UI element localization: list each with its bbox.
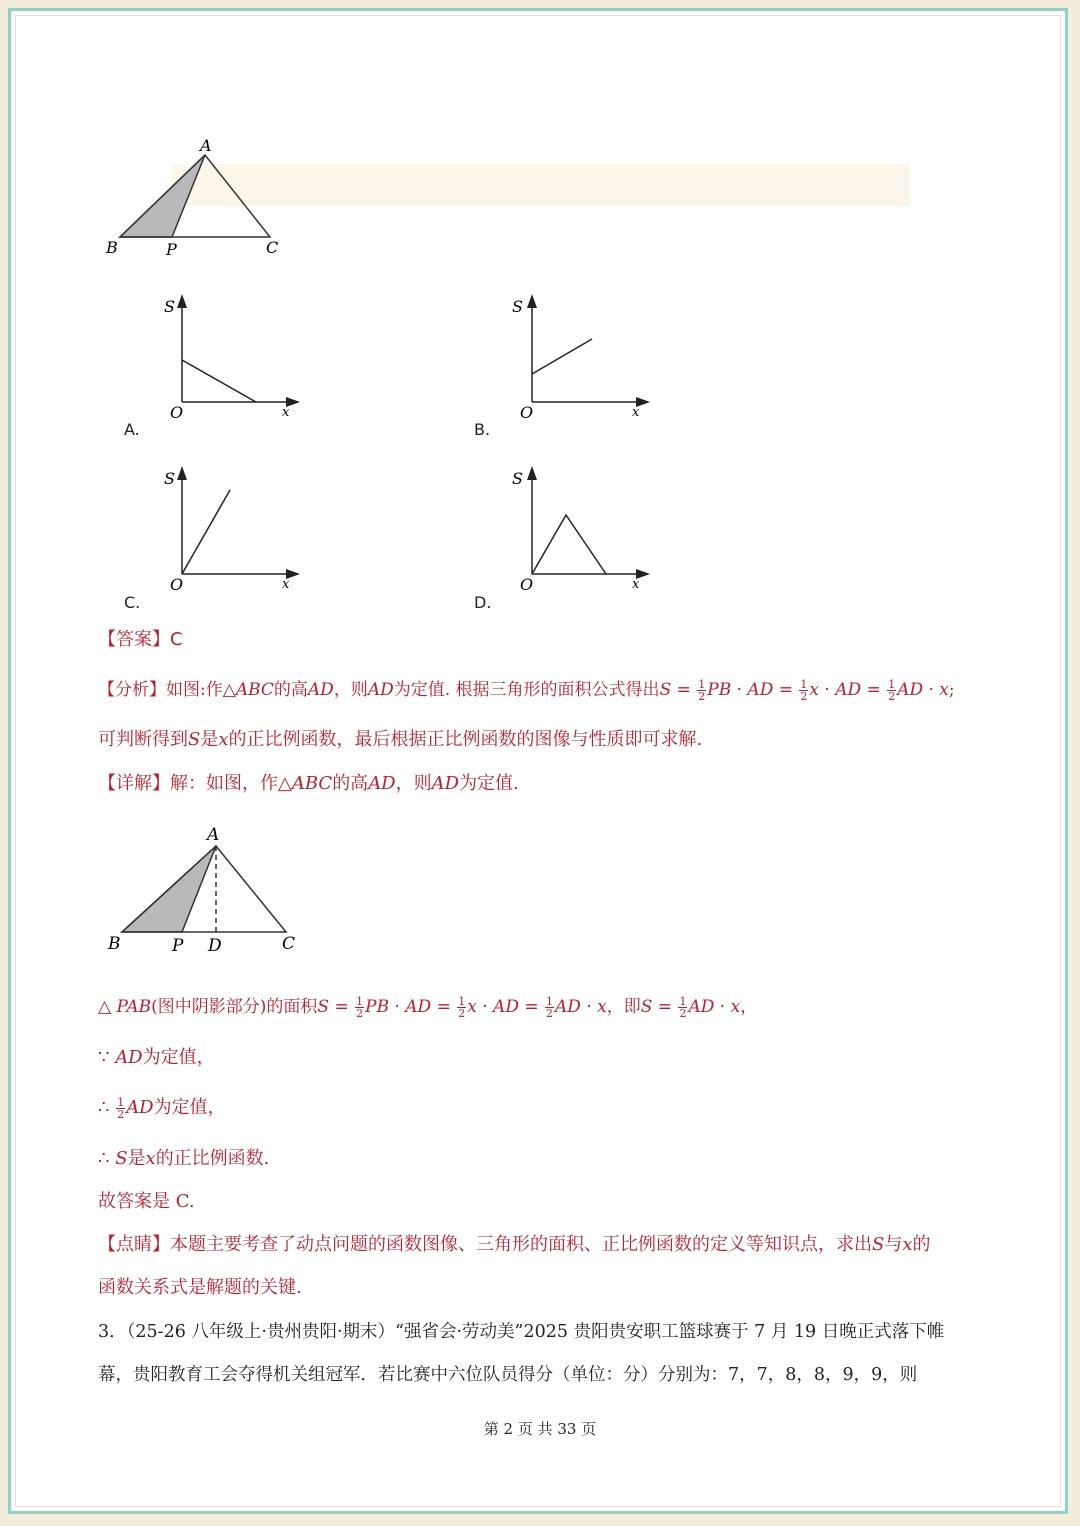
option-b-label[interactable]: B. [474,420,491,439]
axis-label-s: S [512,297,523,316]
origin-label: O [170,403,184,422]
answer-value: C [170,629,183,650]
analysis-line-2: 可判断得到S是x的正比例函数，最后根据正比例函数的图像与性质即可求解. [98,729,703,750]
page-footer: 第 2 页 共 33 页 [483,1420,597,1438]
question-3-line-1: 3．（25-26 八年级上·贵州贵阳·期末）“强省会·劳动美”2025 贵阳贵安职工篮球赛于 7 月 19 日晚正式落下帷 [98,1322,945,1342]
fraction-half: $\frac{1}{2}$ [356,995,364,1020]
label-a: A [200,136,212,155]
fraction-half: $\frac{1}{2}$ [458,995,466,1020]
step-line-1: △ PAB(图中阴影部分)的面积S = $\frac{1}{2}$ PB · AD = $\frac{1}{2}$ x · AD = $\frac{1}{2}$ AD · x，即S = $\frac{1}{2}$ AD · x， [98,995,758,1020]
fraction-half: $\frac{1}{2}$ [117,1095,125,1121]
axis-label-s: S [164,469,175,488]
option-a-graph [160,290,310,425]
axis-label-s: S [164,297,175,316]
origin-label: O [520,575,534,594]
step-line-2: ∵ AD为定值， [98,1047,215,1068]
graph-line-d [532,515,606,574]
question-3-line-2: 幕，贵阳教育工会夺得机关组冠军．若比赛中六位队员得分（单位：分）分别为：7，7，8，8，9，9，则 [98,1365,918,1385]
label-b: B [106,238,118,257]
step-line-4: ∴ S是x的正比例函数. [98,1148,270,1169]
fraction-half: $\frac{1}{2}$ [546,995,554,1020]
label-p: P [166,240,177,259]
origin-label: O [520,403,534,422]
fraction-half: $\frac{1}{2}$ [698,678,706,703]
axis-label-x: x [282,405,290,420]
answer-tag: 【答案】 [98,629,170,650]
graph-line-b [532,339,592,374]
step-line-5: 故答案是 C. [98,1191,195,1212]
label-c: C [282,934,296,954]
option-c-label[interactable]: C. [124,593,141,612]
fraction-half: $\frac{1}{2}$ [800,678,808,703]
option-d-graph [510,462,660,597]
option-b-graph [510,290,660,425]
label-p: P [172,936,184,956]
axis-label-s: S [512,469,523,488]
graph-line-c [182,490,230,574]
label-d: D [208,936,222,956]
answer-line [98,628,183,652]
axis-label-x: x [632,577,640,592]
label-b: B [108,934,121,954]
label-a: A [207,825,220,845]
step-line-3: ∴ $\frac{1}{2}$ AD为定值， [98,1095,226,1121]
analysis-line-1: 【分析】如图:作△ABC的高AD，则AD为定值. 根据三角形的面积公式得出S = $\frac{1}{2}$ PB · AD = $\frac{1}{2}$ x · AD = $\frac{1}{2}$ AD · x; [98,678,955,703]
fraction-half: $\frac{1}{2}$ [679,995,687,1020]
graph-line-a [182,360,256,402]
option-c-graph [160,462,310,597]
triangle-figure-2 [100,822,310,957]
detail-line: 【详解】解：如图，作△ABC的高AD，则AD为定值. [98,773,519,794]
origin-label: O [170,575,184,594]
label-c: C [266,238,279,257]
option-a-label[interactable]: A. [124,420,140,439]
triangle-figure-1 [100,135,300,260]
axis-label-x: x [632,405,640,420]
axis-label-x: x [282,577,290,592]
comment-line-2: 函数关系式是解题的关键. [98,1277,302,1298]
comment-line-1: 【点睛】本题主要考查了动点问题的函数图像、三角形的面积、正比例函数的定义等知识点，求出S与x的 [98,1234,931,1255]
fraction-half: $\frac{1}{2}$ [888,678,896,703]
option-d-label[interactable]: D. [474,593,492,612]
